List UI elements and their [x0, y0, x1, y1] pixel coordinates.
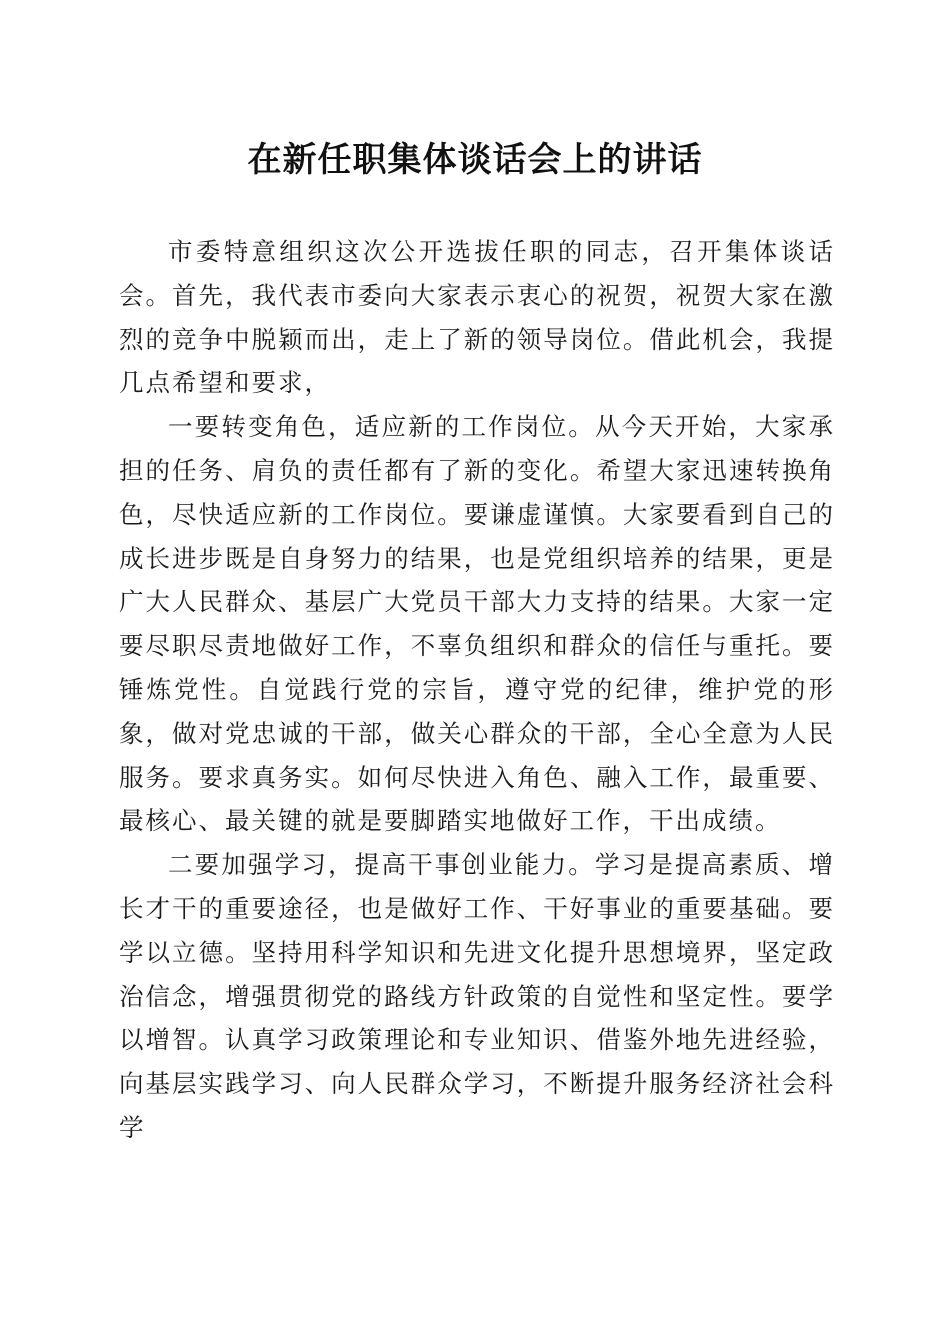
paragraph-point-one: 一要转变角色，适应新的工作岗位。从今天开始，大家承担的任务、肩负的责任都有了新的变化。希望大家迅速转换角色，尽快适应新的工作岗位。要谦虚谨慎。大家要看到自己的成长进步既是自身努力的结果，也是党组织培养的结果，更是广大人民群众、基层广大党员干部大力支持的结果。大家一定要尽职尽责地做好工作，不辜负组织和群众的信任与重托。要锤炼党性。自觉践行党的宗旨，遵守党的纪律，维护党的形象，做对党忠诚的干部，做关心群众的干部，全心全意为人民服务。要求真务实。如何尽快进入角色、融入工作，最重要、最核心、最关键的就是要脚踏实地做好工作，干出成绩。 [119, 412, 835, 836]
document-title: 在新任职集体谈话会上的讲话 [247, 140, 703, 180]
paragraph-point-two: 二要加强学习，提高干事创业能力。学习是提高素质、增长才干的重要途径，也是做好工作、干好事业的重要基础。要学以立德。坚持用科学知识和先进文化提升思想境界，坚定政治信念，增强贯彻党的路线方针政策的自觉性和坚定性。要学以增智。认真学习政策理论和专业知识、借鉴外地先进经验，向基层实践学习、向人民群众学习，不断提升服务经济社会科学 [119, 850, 835, 1142]
paragraph-intro: 市委特意组织这次公开选拔任职的同志，召开集体谈话会。首先，我代表市委向大家表示衷心的祝贺，祝贺大家在激烈的竞争中脱颖而出，走上了新的领导岗位。借此机会，我提几点希望和要求， [119, 237, 835, 398]
document-body [119, 230, 835, 1150]
